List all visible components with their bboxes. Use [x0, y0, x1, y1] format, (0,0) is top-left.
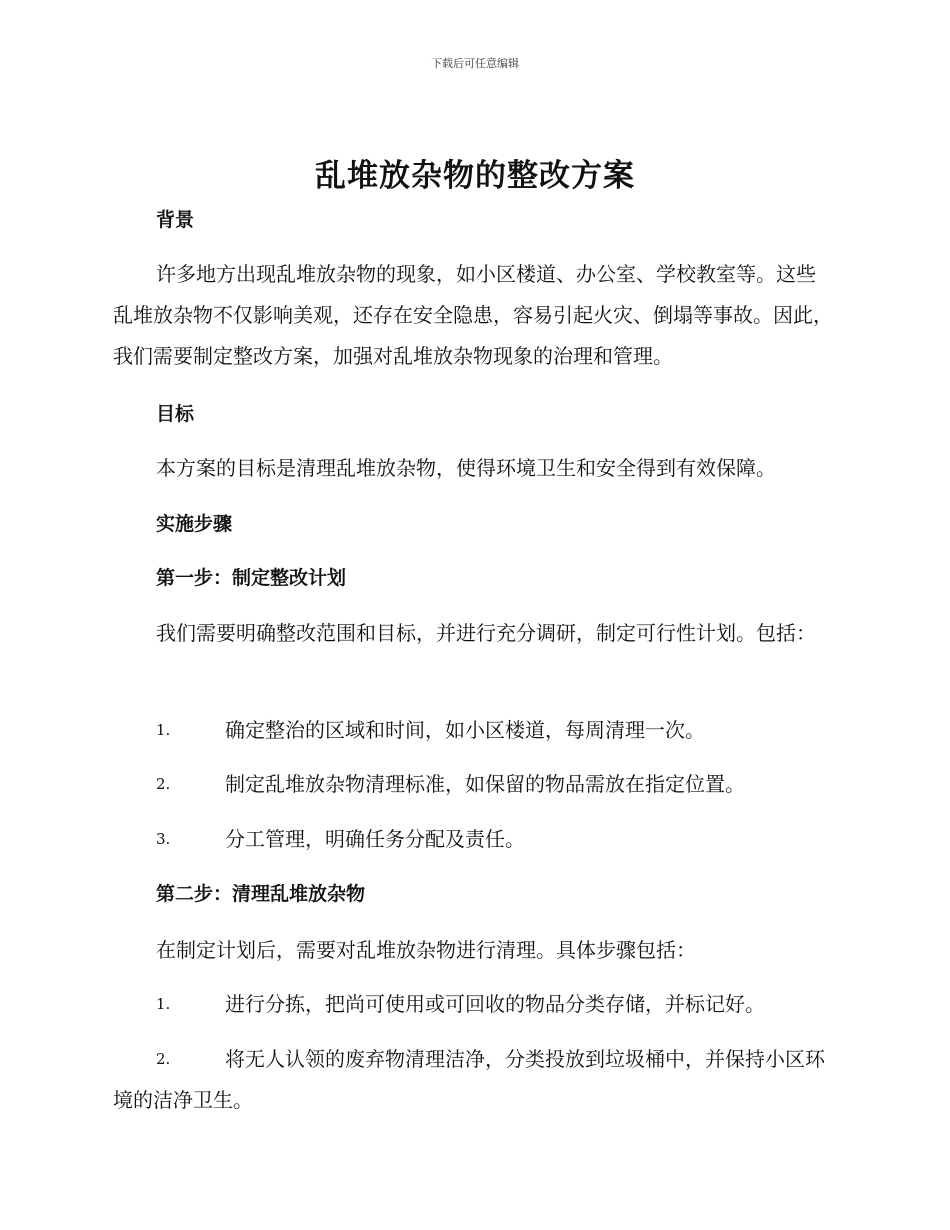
list-text: 进行分拣，把尚可使用或可回收的物品分类存储，并标记好。: [225, 992, 765, 1016]
paragraph-step2: 在制定计划后，需要对乱堆放杂物进行清理。具体步骤包括：: [156, 938, 696, 962]
list-number: 1.: [156, 995, 171, 1013]
heading-background: 背景: [156, 209, 195, 231]
list-text: 确定整治的区域和时间，如小区楼道，每周清理一次。: [225, 718, 705, 742]
list-number: 3.: [156, 830, 171, 848]
header-note: 下载后可任意编辑: [431, 57, 519, 70]
list-item: [113, 710, 835, 751]
list-text: 制定乱堆放杂物清理标准，如保留的物品需放在指定位置。: [225, 772, 745, 796]
heading-step2: 第二步：清理乱堆放杂物: [156, 883, 366, 905]
list-number: 2.: [156, 775, 171, 793]
list-item: [113, 819, 835, 860]
list-number: 1.: [156, 721, 171, 739]
paragraph-step1: 我们需要明确整改范围和目标，并进行充分调研，制定可行性计划。包括：: [156, 621, 816, 645]
heading-step1: 第一步：制定整改计划: [156, 567, 347, 589]
list-item: [113, 764, 835, 805]
list-number: 2.: [156, 1050, 171, 1068]
list-item: [113, 984, 835, 1025]
heading-steps: 实施步骤: [156, 513, 233, 535]
list-text: 将无人认领的废弃物清理洁净，分类投放到垃圾桶中，并保持小区环境的洁净卫生。: [113, 1047, 825, 1112]
list-item: [113, 1039, 835, 1121]
paragraph-goal: 本方案的目标是清理乱堆放杂物，使得环境卫生和安全得到有效保障。: [156, 456, 776, 480]
paragraph-background: 许多地方出现乱堆放杂物的现象，如小区楼道、办公室、学校教室等。这些乱堆放杂物不仅影响美观，还存在安全隐患，容易引起火灾、倒塌等事故。因此，我们需要制定整改方案，加强对乱堆放杂物现象的治理和管理。: [113, 262, 833, 368]
list-text: 分工管理，明确任务分配及责任。: [225, 827, 525, 851]
heading-goal: 目标: [156, 403, 195, 425]
page-title: 乱堆放杂物的整改方案: [315, 158, 635, 194]
